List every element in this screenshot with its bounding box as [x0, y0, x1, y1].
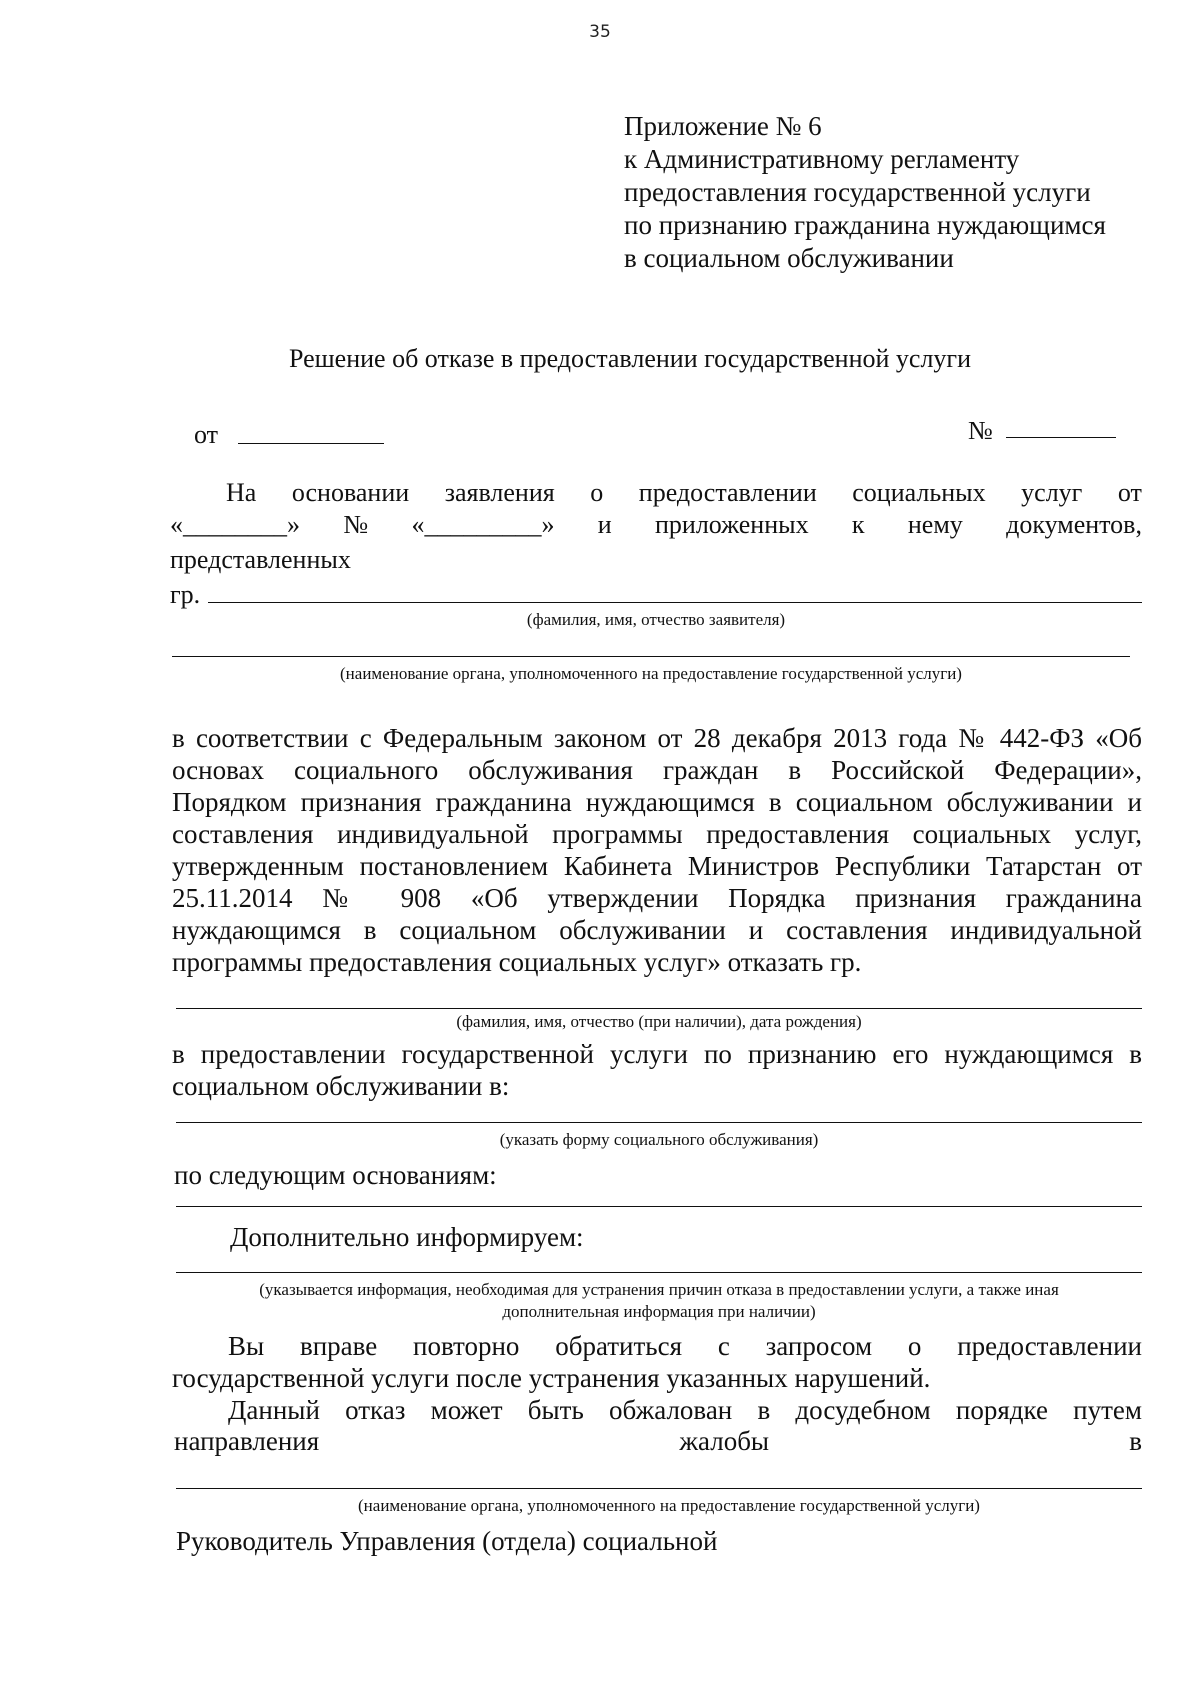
paragraph-line: утвержденным постановлением Кабинета Министров Республики Татарстан от — [172, 851, 1142, 881]
basis-word: к — [851, 510, 865, 539]
basis-word: основании — [291, 478, 410, 507]
paragraph-line: основах социального обслуживания граждан в Российской Федерации», — [172, 755, 1142, 785]
basis-word: заявления — [444, 478, 555, 507]
additional-label: Дополнительно информируем: — [230, 1222, 584, 1252]
appeal-line-2 — [174, 1426, 1142, 1457]
paragraph-line: программы предоставления социальных услуг» отказать гр. — [172, 947, 862, 977]
basis-word: и — [597, 510, 612, 539]
paragraph-line: Данный отказ может быть обжалован в досудебном порядке путем — [228, 1395, 1142, 1425]
basis-word: На — [226, 478, 257, 507]
paragraph-line: социальном обслуживании в: — [172, 1071, 510, 1101]
basis-line-1 — [226, 478, 1142, 508]
person-line — [176, 1008, 1142, 1009]
caption-person: (фамилия, имя, отчество (при наличии), дата рождения) — [456, 1012, 862, 1031]
citizen-prefix: гр. — [170, 580, 201, 609]
caption-additional: (указывается информация, необходимая для устранения причин отказа в предоставлении услуги, а также иная — [259, 1280, 1059, 1299]
authority-line — [172, 656, 1130, 657]
additional-line — [176, 1272, 1142, 1273]
paragraph-line: нуждающимся в социальном обслуживании и составления индивидуальной — [172, 915, 1142, 945]
basis-word: от — [1117, 478, 1142, 507]
basis-word: приложенных — [654, 510, 809, 539]
basis-word: «_________» — [411, 510, 555, 539]
paragraph-line: 25.11.2014 № 908 «Об утверждении Порядка признания гражданина — [172, 883, 1142, 913]
appendix-line: по признанию гражданина нуждающимся — [624, 210, 1106, 240]
basis-word: № — [343, 510, 369, 539]
number-field-line — [1006, 437, 1116, 438]
signature-line: Руководитель Управления (отдела) социальной — [176, 1526, 718, 1556]
applicant-name-line — [208, 602, 1142, 603]
appeal-paragraph — [172, 1394, 1142, 1426]
appendix-line: предоставления государственной услуги — [624, 177, 1091, 207]
paragraph-line: в соответствии с Федеральным законом от 28 декабря 2013 года № 442-ФЗ «Об — [172, 723, 1142, 753]
paragraph-line: в предоставлении государственной услуги по признанию его нуждающимся в — [172, 1039, 1142, 1069]
authority-line-2 — [176, 1488, 1142, 1489]
form-line — [176, 1122, 1142, 1123]
document-title: Решение об отказе в предоставлении государственной услуги — [288, 344, 972, 373]
basis-word: «________» — [170, 510, 300, 539]
appendix-line: в социальном обслуживании — [624, 243, 954, 273]
caption-form: (указать форму социального обслуживания) — [499, 1130, 819, 1149]
caption-authority-2: (наименование органа, уполномоченного на предоставление государственной услуги) — [358, 1496, 980, 1515]
appeal-word: жалобы — [679, 1426, 770, 1456]
basis-word: документов, — [1006, 510, 1142, 539]
law-paragraph — [172, 722, 1142, 978]
grounds-label: по следующим основаниям: — [174, 1160, 497, 1190]
refusal-paragraph — [172, 1038, 1142, 1102]
from-label: от — [194, 420, 219, 449]
paragraph-line: государственной услуги после устранения указанных нарушений. — [172, 1363, 931, 1393]
grounds-line — [176, 1206, 1142, 1207]
appendix-line: к Административному регламенту — [624, 144, 1020, 174]
basis-word: предоставлении — [638, 478, 817, 507]
paragraph-line: составления индивидуальной программы предоставления социальных услуг, — [172, 819, 1142, 849]
caption-additional: дополнительная информация при наличии) — [502, 1302, 816, 1321]
basis-line-2 — [170, 510, 1142, 540]
number-label: № — [968, 416, 993, 445]
caption-authority: (наименование органа, уполномоченного на предоставление государственной услуги) — [340, 664, 962, 683]
appendix-title: Приложение № 6 — [624, 111, 822, 141]
basis-word: социальных — [852, 478, 986, 507]
appeal-word: направления — [174, 1426, 320, 1456]
caption-applicant: (фамилия, имя, отчество заявителя) — [526, 610, 786, 629]
basis-word: нему — [907, 510, 963, 539]
repeat-paragraph — [172, 1330, 1142, 1394]
date-field-line — [238, 443, 384, 444]
appendix-header — [624, 110, 1106, 275]
paragraph-line: Порядком признания гражданина нуждающимся в социальном обслуживании и — [172, 787, 1142, 817]
page-number: 35 — [589, 22, 611, 42]
appeal-word: в — [1129, 1426, 1142, 1456]
paragraph-line: Вы вправе повторно обратиться с запросом о предоставлении — [228, 1331, 1142, 1361]
basis-word: о — [590, 478, 604, 507]
basis-word: услуг — [1021, 478, 1083, 507]
basis-line-3: представленных — [170, 545, 351, 574]
